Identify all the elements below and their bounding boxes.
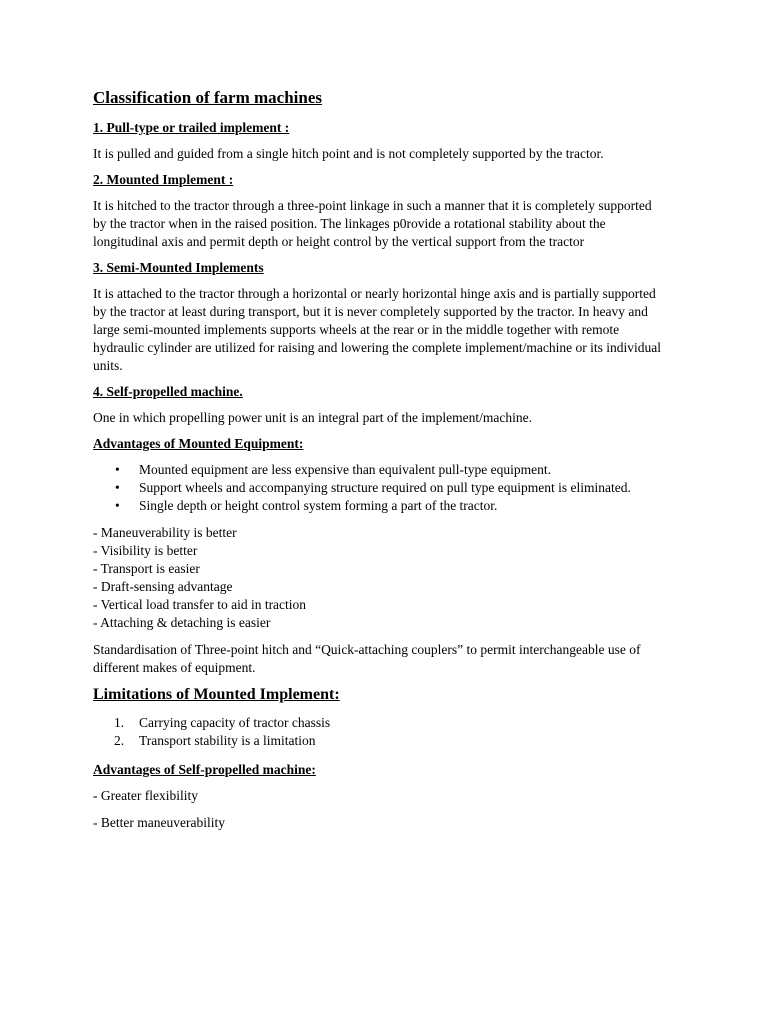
dash-item: - Draft-sensing advantage xyxy=(93,579,233,594)
advantages-mounted-bullet-list xyxy=(93,461,668,515)
section-body-semi-mounted: It is attached to the tractor through a horizontal or nearly horizontal hinge axis and is partially supported by the tractor at least during transport, but it is never completely supported by the tractor. In heavy and large semi-mounted implements supports wheels at the rear or in the middle together with remote hydraulic cylinder are utilized for raising and lowering the complete implement/machine or its individual units. xyxy=(93,286,661,373)
limitation-item xyxy=(93,732,668,750)
list-number: 1. xyxy=(114,715,125,730)
advantages-self-heading: Advantages of Self-propelled machine: xyxy=(93,762,316,777)
standardisation-paragraph: Standardisation of Three-point hitch and “Quick-attaching couplers” to permit interchangeable use of different makes of equipment. xyxy=(93,642,641,675)
section-heading-self-propelled: 4. Self-propelled machine. xyxy=(93,384,243,399)
list-number: 2. xyxy=(114,733,125,748)
bullet-item: • Single depth or height control system forming a part of the tractor. xyxy=(93,497,668,515)
section-body-mounted: It is hitched to the tractor through a three-point linkage in such a manner that it is completely supported by the tractor when in the raised position. The linkages p0rovide a rotational stability about the longitudinal axis and permit depth or height control by the vertical support from the tractor xyxy=(93,198,652,249)
section-body-self-propelled: One in which propelling power unit is an integral part of the implement/machine. xyxy=(93,410,533,425)
advantages-mounted-heading: Advantages of Mounted Equipment: xyxy=(93,436,304,451)
limitations-list xyxy=(93,714,668,750)
document-title: Classification of farm machines xyxy=(93,88,323,107)
section-heading-pull-type: 1. Pull-type or trailed implement : xyxy=(93,120,290,135)
advantages-self-item: - Greater flexibility xyxy=(93,788,198,803)
limitation-item xyxy=(93,714,668,732)
section-body-pull-type: It is pulled and guided from a single hitch point and is not completely supported by the tractor. xyxy=(93,146,604,161)
list-text: Transport stability is a limitation xyxy=(139,733,316,748)
section-heading-semi-mounted: 3. Semi-Mounted Implements xyxy=(93,260,264,275)
advantages-self-item: - Better maneuverability xyxy=(93,815,225,830)
dash-item: - Visibility is better xyxy=(93,543,198,558)
dash-item: - Attaching & detaching is easier xyxy=(93,615,271,630)
section-heading-mounted: 2. Mounted Implement : xyxy=(93,172,234,187)
limitations-heading: Limitations of Mounted Implement: xyxy=(93,686,340,703)
dash-item: - Maneuverability is better xyxy=(93,525,237,540)
bullet-item: • Support wheels and accompanying structure required on pull type equipment is eliminated. xyxy=(93,479,668,497)
bullet-item: • Mounted equipment are less expensive than equivalent pull-type equipment. xyxy=(93,461,668,479)
dash-item: - Vertical load transfer to aid in traction xyxy=(93,597,307,612)
list-text: Carrying capacity of tractor chassis xyxy=(139,715,331,730)
advantages-mounted-dash-list xyxy=(93,524,668,632)
dash-item: - Transport is easier xyxy=(93,561,200,576)
